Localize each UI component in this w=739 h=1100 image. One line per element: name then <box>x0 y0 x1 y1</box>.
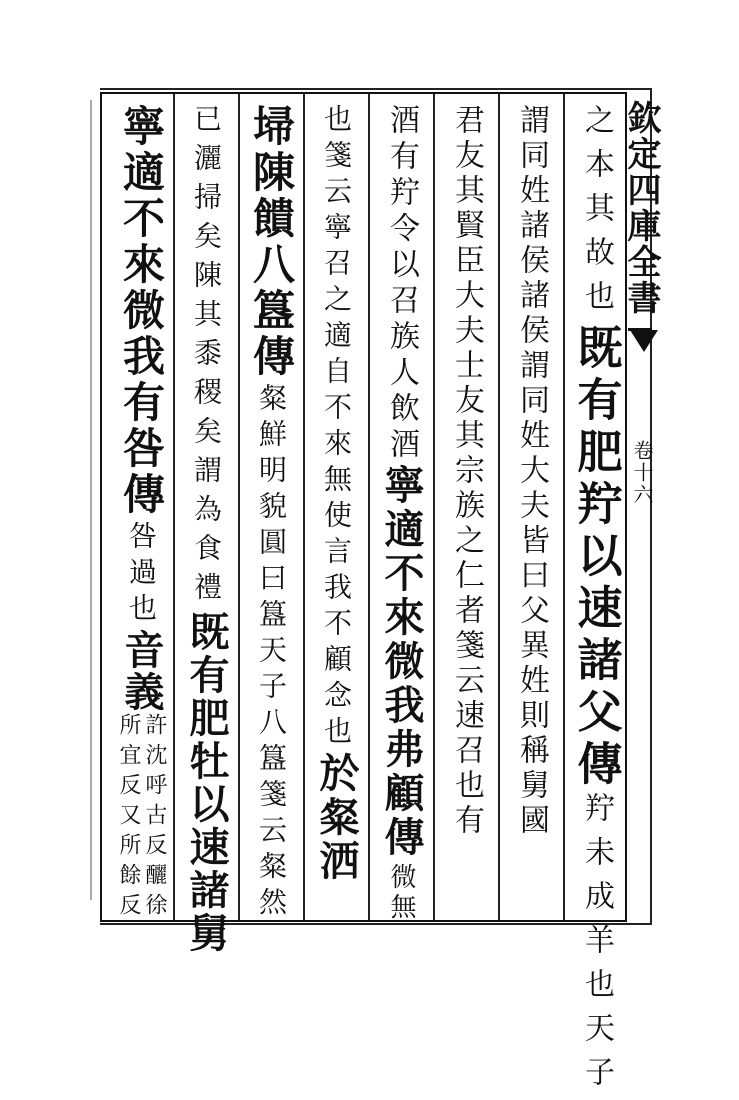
double-line-annotation <box>117 713 165 923</box>
commentary-text: 微無 <box>386 863 416 923</box>
column-divider <box>238 94 240 920</box>
classic-text: 埽陳饋八簋 <box>247 104 296 334</box>
classic-text: 既有肥牡以速諸舅 <box>183 611 230 955</box>
commentary-text: 謂同姓諸侯諸侯謂同姓大夫皆曰父異姓則稱舅國 <box>514 104 549 839</box>
volume-label: 卷十六 <box>630 440 654 506</box>
frame-top-border <box>100 88 652 90</box>
commentary-text: 君友其賢臣大夫士友其宗族之仁者箋云速召也有 <box>449 104 484 839</box>
fish-tail-mark <box>630 330 658 352</box>
classic-text: 寧適不來微我有咎 <box>117 104 166 472</box>
phonetic-heading: 音義 <box>118 629 165 713</box>
commentary-marker: 傳 <box>247 334 296 383</box>
text-column-5 <box>307 104 365 914</box>
column-divider <box>563 94 565 920</box>
annotation-left-line: 所宜反又所餘反 <box>116 713 141 923</box>
commentary-text: 也箋云寧召之適自不來無使言我不顧念也 <box>320 104 353 752</box>
column-divider <box>433 94 435 920</box>
commentary-marker: 傳 <box>117 472 166 521</box>
text-column-4 <box>372 104 430 923</box>
text-column-7 <box>177 104 235 955</box>
column-divider <box>303 94 305 920</box>
classic-text: 於粲洒 <box>313 752 360 884</box>
commentary-text: 酒有羜令以召族人飲酒 <box>384 104 419 464</box>
commentary-text: 之本其故也 <box>579 104 614 324</box>
commentary-text: 已灑掃矣陳其黍稷矣謂為食禮 <box>190 104 223 611</box>
column-divider <box>173 94 175 920</box>
commentary-text: 粲鮮明貌圓曰簋天子八簋箋云粲然 <box>255 383 288 923</box>
text-column-6 <box>242 104 300 923</box>
text-column-1 <box>567 104 625 1100</box>
column-divider <box>498 94 500 920</box>
text-column-2 <box>502 104 560 914</box>
page-edge-shadow <box>90 100 92 900</box>
commentary-text: 咎過也 <box>125 521 158 629</box>
text-column-8 <box>112 104 170 923</box>
classic-text: 既有肥羜以速諸父 <box>569 324 623 740</box>
text-column-3 <box>437 104 495 914</box>
classic-text: 寧適不來微我弗顧 <box>378 464 425 816</box>
commentary-marker: 傳 <box>378 816 425 863</box>
commentary-text: 羜未成羊也天子 <box>579 792 614 1100</box>
book-title: 欽定四庫全書 <box>621 100 661 316</box>
column-divider <box>368 94 370 920</box>
commentary-marker: 傳 <box>569 740 623 792</box>
annotation-right-line: 許沈呼古反釃徐 <box>142 713 167 923</box>
